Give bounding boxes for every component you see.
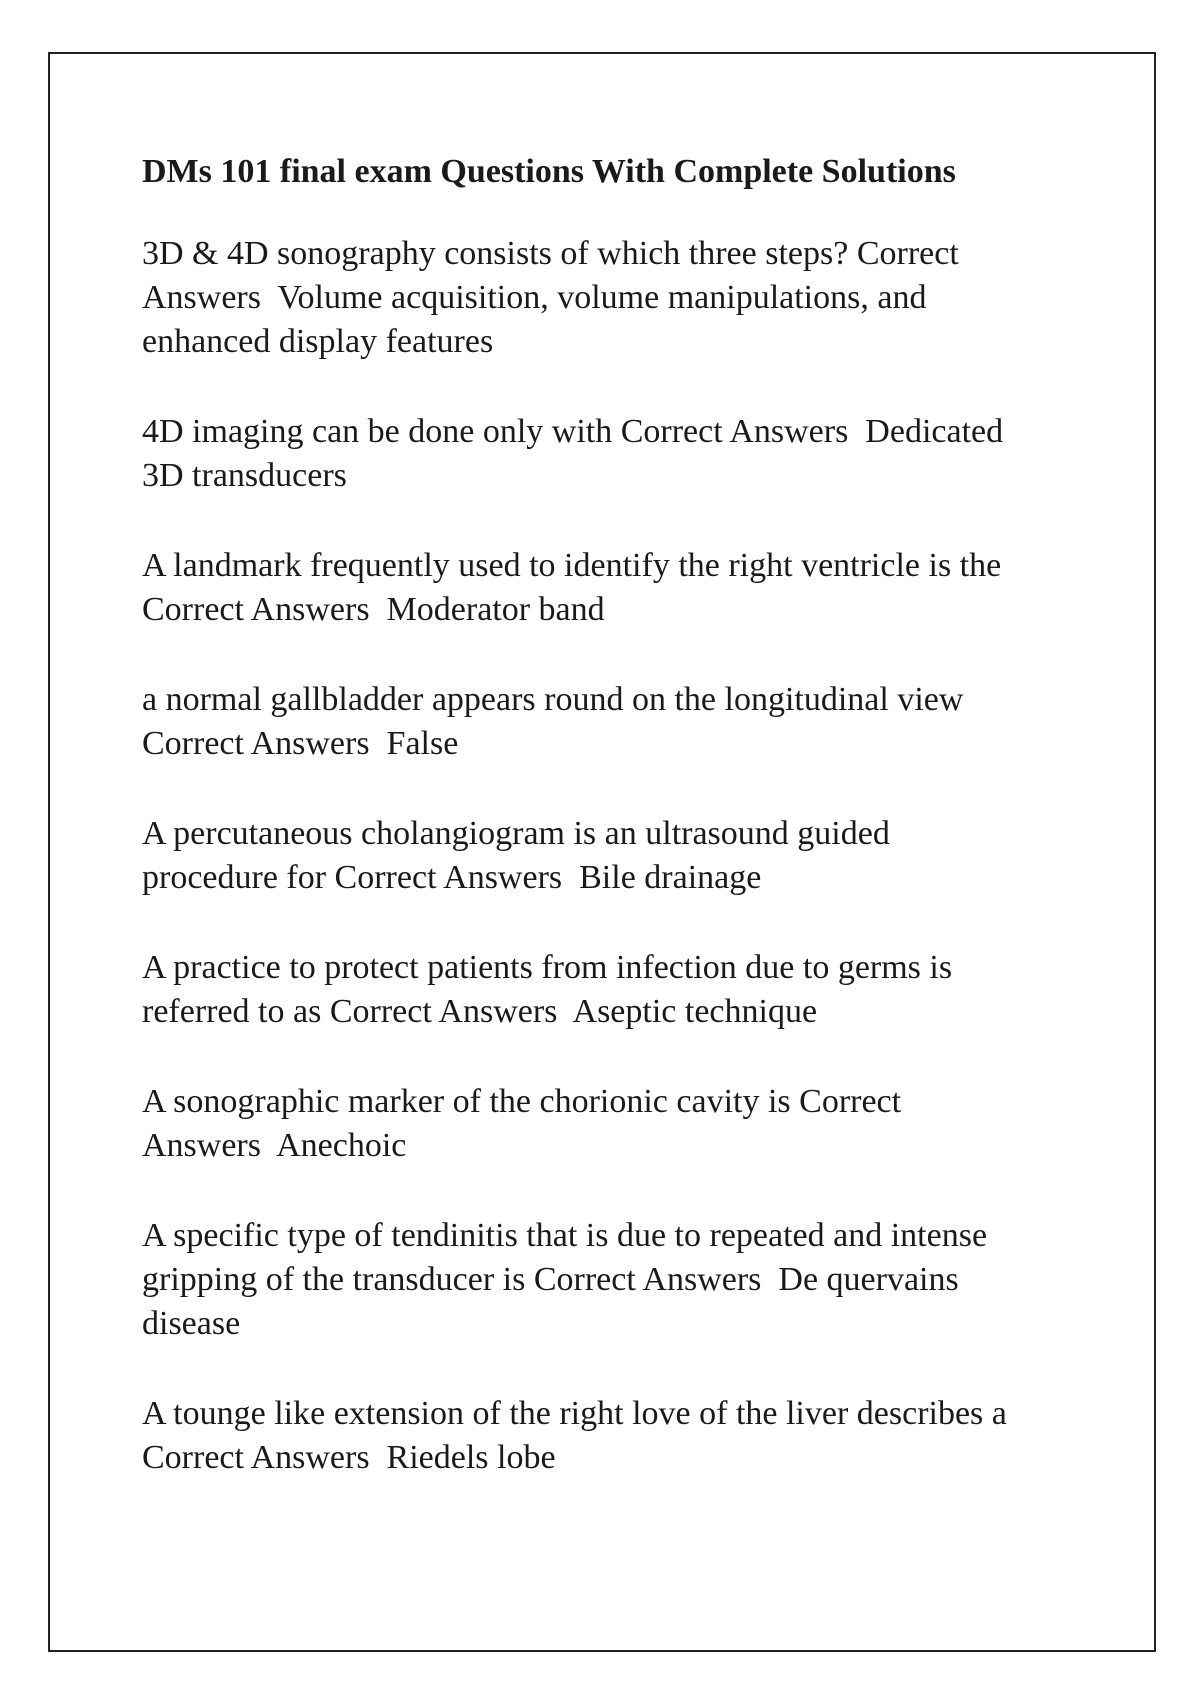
document-title: DMs 101 final exam Questions With Complete Solutions <box>142 153 956 190</box>
qa-item: A sonographic marker of the chorionic cavity is Correct Answers Anechoic <box>142 1083 902 1164</box>
qa-item: 4D imaging can be done only with Correct Answers Dedicated 3D transducers <box>142 413 1004 494</box>
qa-item: A practice to protect patients from infection due to germs is referred to as Correct Answers Aseptic technique <box>142 949 953 1030</box>
qa-item: A specific type of tendinitis that is due to repeated and intense gripping of the transducer is Correct Answers De quervains disease <box>142 1217 988 1342</box>
qa-item: A percutaneous cholangiogram is an ultrasound guided procedure for Correct Answers Bile drainage <box>142 815 890 896</box>
qa-item: A landmark frequently used to identify the right ventricle is the Correct Answers Moderator band <box>142 547 1002 628</box>
qa-item: A tounge like extension of the right love of the liver describes a Correct Answers Riedels lobe <box>142 1395 1007 1476</box>
document-body <box>142 150 1062 1526</box>
qa-item: 3D & 4D sonography consists of which three steps? Correct Answers Volume acquisition, volume manipulations, and enhanced display features <box>142 235 959 360</box>
qa-item: a normal gallbladder appears round on the longitudinal view Correct Answers False <box>142 681 964 762</box>
